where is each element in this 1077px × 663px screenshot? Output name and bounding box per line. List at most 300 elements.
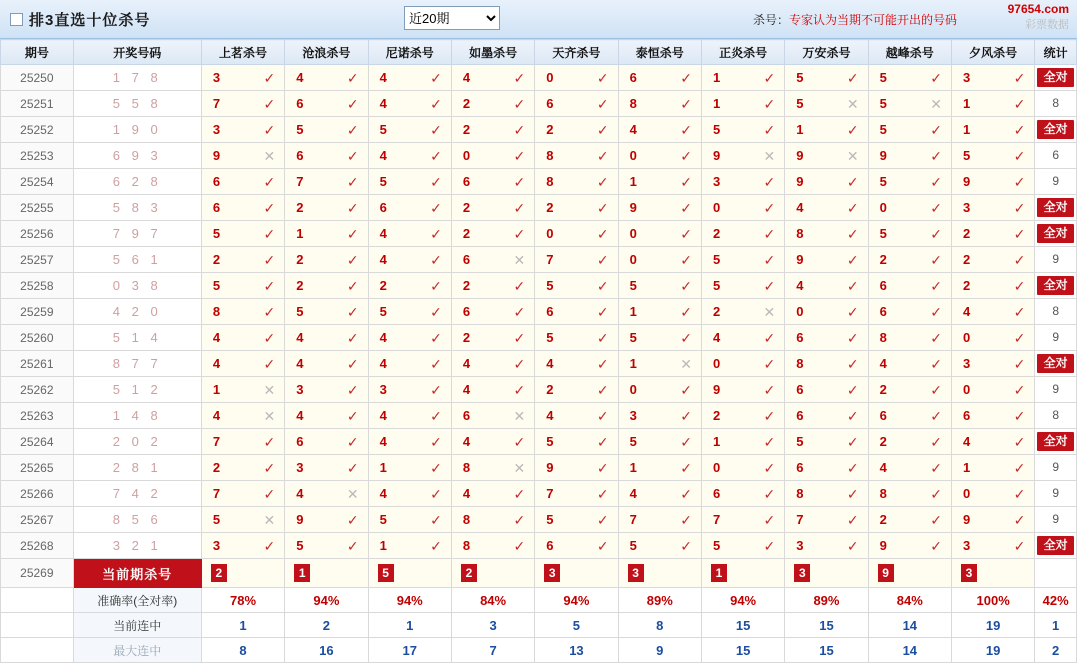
kill-cell-8 [868, 533, 951, 559]
max-streak-value-8: 14 [868, 638, 951, 663]
kill-number: 0 [629, 148, 637, 163]
current-kill-number: 2 [461, 564, 477, 582]
kill-number: 5 [546, 278, 554, 293]
kill-number: 3 [212, 70, 221, 85]
kill-cell-0 [201, 481, 284, 507]
current-streak-value-5: 8 [618, 613, 701, 638]
kill-cell-4 [535, 299, 618, 325]
kill-number: 5 [879, 174, 887, 189]
stat-value: 9 [1052, 174, 1059, 188]
check-icon: ✓ [596, 329, 609, 346]
accuracy-row [1, 588, 1077, 613]
current-kill-cell-8 [868, 559, 951, 588]
kill-number: 2 [379, 278, 387, 293]
check-icon: ✓ [846, 537, 859, 554]
kill-number: 6 [546, 96, 554, 111]
kill-cell-2 [368, 481, 451, 507]
cross-icon: ✕ [846, 147, 859, 164]
current-kill-cell-0 [201, 559, 284, 588]
kill-number: 3 [296, 382, 304, 397]
cross-icon: ✕ [263, 407, 276, 424]
table-row [1, 65, 1077, 91]
kill-cell-0 [201, 169, 284, 195]
stat-cell [1035, 403, 1077, 429]
check-icon: ✓ [1013, 147, 1026, 164]
max-streak-value-2: 17 [368, 638, 451, 663]
kill-cell-8 [868, 403, 951, 429]
check-icon: ✓ [846, 173, 859, 190]
kill-number: 4 [212, 330, 221, 345]
kill-cell-8 [868, 273, 951, 299]
max-streak-value-6: 15 [701, 638, 784, 663]
check-icon: ✓ [930, 459, 942, 476]
current-streak-value-3: 3 [451, 613, 534, 638]
stat-cell [1035, 377, 1077, 403]
cross-icon: ✕ [763, 303, 776, 320]
kill-cell-0 [201, 65, 284, 91]
kill-number: 2 [462, 200, 471, 215]
current-streak-value-6: 15 [701, 613, 784, 638]
check-icon: ✓ [846, 199, 859, 216]
stat-cell [1035, 351, 1077, 377]
stat-value: 9 [1052, 382, 1059, 396]
kill-cell-2 [368, 247, 451, 273]
kill-cell-3 [451, 91, 534, 117]
max-streak-value-1: 16 [285, 638, 368, 663]
kill-number: 6 [296, 148, 304, 163]
current-kill-number: 1 [294, 564, 310, 582]
kill-number: 5 [546, 512, 554, 527]
kill-number: 6 [546, 304, 554, 319]
table-body [1, 65, 1077, 663]
current-kill-cell-2 [368, 559, 451, 588]
kill-number: 6 [212, 200, 221, 215]
kill-number: 6 [546, 538, 554, 553]
check-icon: ✓ [430, 511, 442, 528]
status-badge: 全对 [1037, 354, 1074, 373]
kill-number: 9 [546, 460, 554, 475]
check-icon: ✓ [680, 459, 692, 476]
kill-number: 7 [212, 434, 221, 449]
kill-cell-7 [785, 533, 868, 559]
check-icon: ✓ [263, 355, 276, 372]
check-icon: ✓ [346, 459, 359, 476]
accuracy-value-9: 100% [951, 588, 1034, 613]
check-icon: ✓ [763, 407, 776, 424]
kill-number: 9 [796, 252, 804, 267]
stat-cell [1035, 143, 1077, 169]
kill-cell-7 [785, 195, 868, 221]
check-icon: ✓ [346, 95, 359, 112]
kill-cell-5 [618, 91, 701, 117]
brand [1008, 2, 1069, 32]
issue-cell: 25263 [1, 403, 74, 429]
stat-value: 6 [1052, 148, 1059, 162]
check-icon: ✓ [513, 69, 526, 86]
kill-cell-4 [535, 481, 618, 507]
check-icon: ✓ [680, 69, 692, 86]
check-icon: ✓ [596, 459, 609, 476]
kill-number: 6 [462, 174, 471, 189]
check-icon: ✓ [596, 225, 609, 242]
kill-number: 8 [546, 174, 554, 189]
check-icon: ✓ [930, 485, 942, 502]
kill-number: 2 [879, 382, 887, 397]
check-icon: ✓ [430, 355, 442, 372]
kill-cell-9 [951, 117, 1034, 143]
stat-cell [1035, 65, 1077, 91]
check-icon: ✓ [846, 225, 859, 242]
kill-cell-9 [951, 221, 1034, 247]
current-issue-cell: 25269 [1, 559, 74, 588]
draw-number-cell: 5 8 3 [73, 195, 201, 221]
kill-cell-8 [868, 299, 951, 325]
kill-cell-9 [951, 169, 1034, 195]
page-title: 排3直选十位杀号 [29, 11, 151, 29]
kill-number: 4 [379, 330, 387, 345]
kill-number: 5 [379, 512, 387, 527]
check-icon: ✓ [1013, 329, 1026, 346]
kill-cell-5 [618, 221, 701, 247]
check-icon: ✓ [1013, 459, 1026, 476]
kill-number-table [0, 39, 1077, 663]
kill-cell-6 [701, 507, 784, 533]
issue-cell: 25267 [1, 507, 74, 533]
kill-number: 1 [962, 96, 971, 111]
check-icon: ✓ [680, 225, 692, 242]
kill-cell-4 [535, 221, 618, 247]
check-icon: ✓ [430, 95, 442, 112]
kill-number: 2 [879, 252, 887, 267]
kill-number: 3 [962, 356, 971, 371]
kill-number: 9 [962, 174, 971, 189]
current-kill-cell-5 [618, 559, 701, 588]
kill-cell-8 [868, 195, 951, 221]
max-streak-value-9: 19 [951, 638, 1034, 663]
kill-number: 9 [712, 148, 721, 163]
kill-cell-1 [285, 507, 368, 533]
check-icon: ✓ [763, 95, 776, 112]
kill-cell-3 [451, 195, 534, 221]
draw-number-cell: 5 6 1 [73, 247, 201, 273]
check-icon: ✓ [930, 381, 942, 398]
check-icon: ✓ [763, 537, 776, 554]
kill-number: 5 [879, 122, 887, 137]
status-badge: 全对 [1037, 198, 1074, 217]
check-icon: ✓ [346, 433, 359, 450]
kill-cell-9 [951, 325, 1034, 351]
column-header-5: 如墨杀号 [451, 40, 534, 65]
kill-number: 6 [462, 304, 471, 319]
cross-icon: ✕ [513, 407, 526, 424]
kill-cell-6 [701, 351, 784, 377]
current-label-cell: 当前期杀号 [73, 559, 201, 588]
current-stat-cell [1035, 559, 1077, 588]
kill-number: 7 [629, 512, 637, 527]
current-period-row [1, 559, 1077, 588]
kill-number: 4 [212, 408, 221, 423]
kill-number: 4 [296, 486, 304, 501]
kill-number: 1 [796, 122, 804, 137]
draw-number-cell: 4 2 0 [73, 299, 201, 325]
check-icon: ✓ [430, 433, 442, 450]
check-icon: ✓ [346, 251, 359, 268]
kill-number: 2 [962, 278, 971, 293]
kill-cell-5 [618, 533, 701, 559]
kill-number: 4 [379, 226, 387, 241]
kill-number: 6 [296, 434, 304, 449]
draw-number-cell: 1 7 8 [73, 65, 201, 91]
column-header-6: 天齐杀号 [535, 40, 618, 65]
table-row [1, 91, 1077, 117]
accuracy-value-6: 94% [701, 588, 784, 613]
kill-number: 5 [379, 304, 387, 319]
kill-cell-8 [868, 507, 951, 533]
check-icon: ✓ [930, 433, 942, 450]
kill-cell-4 [535, 507, 618, 533]
kill-cell-1 [285, 221, 368, 247]
check-icon: ✓ [680, 381, 692, 398]
check-icon: ✓ [846, 407, 859, 424]
check-icon: ✓ [430, 381, 442, 398]
check-icon: ✓ [430, 407, 442, 424]
current-kill-number: 3 [628, 564, 644, 582]
period-select-wrap[interactable] [404, 6, 500, 30]
kill-number: 9 [296, 512, 304, 527]
kill-cell-2 [368, 91, 451, 117]
kill-number: 0 [462, 148, 471, 163]
check-icon: ✓ [596, 355, 609, 372]
kill-cell-9 [951, 429, 1034, 455]
kill-note-text: 专家认为当期不可能开出的号码 [788, 13, 957, 27]
kill-number: 1 [629, 174, 637, 189]
kill-cell-0 [201, 455, 284, 481]
checkbox-icon[interactable] [10, 13, 23, 26]
current-streak-value-2: 1 [368, 613, 451, 638]
stat-value: 9 [1052, 460, 1059, 474]
kill-cell-1 [285, 325, 368, 351]
kill-number: 4 [379, 148, 387, 163]
kill-number: 5 [629, 538, 637, 553]
table-row [1, 377, 1077, 403]
kill-number: 7 [296, 174, 304, 189]
kill-number: 4 [379, 486, 387, 501]
stat-cell [1035, 221, 1077, 247]
kill-cell-9 [951, 273, 1034, 299]
kill-cell-7 [785, 403, 868, 429]
check-icon: ✓ [513, 329, 526, 346]
check-icon: ✓ [846, 303, 859, 320]
kill-cell-0 [201, 91, 284, 117]
current-streak-row [1, 613, 1077, 638]
check-icon: ✓ [430, 303, 442, 320]
check-icon: ✓ [596, 199, 609, 216]
check-icon: ✓ [930, 537, 942, 554]
check-icon: ✓ [430, 459, 442, 476]
kill-cell-6 [701, 195, 784, 221]
kill-cell-2 [368, 533, 451, 559]
check-icon: ✓ [763, 69, 776, 86]
kill-number: 6 [796, 330, 804, 345]
check-icon: ✓ [596, 173, 609, 190]
kill-cell-2 [368, 195, 451, 221]
kill-cell-4 [535, 377, 618, 403]
kill-number: 4 [629, 486, 637, 501]
check-icon: ✓ [263, 459, 276, 476]
kill-number: 2 [712, 408, 721, 423]
check-icon: ✓ [846, 433, 859, 450]
table-row [1, 247, 1077, 273]
kill-cell-7 [785, 455, 868, 481]
stat-cell [1035, 481, 1077, 507]
kill-cell-2 [368, 143, 451, 169]
kill-cell-9 [951, 507, 1034, 533]
check-icon: ✓ [763, 225, 776, 242]
check-icon: ✓ [430, 277, 442, 294]
kill-number: 5 [296, 122, 304, 137]
kill-cell-6 [701, 117, 784, 143]
kill-number: 5 [546, 434, 554, 449]
current-kill-number: 1 [711, 564, 727, 582]
check-icon: ✓ [680, 511, 692, 528]
kill-cell-4 [535, 65, 618, 91]
kill-cell-5 [618, 247, 701, 273]
kill-number: 2 [962, 226, 971, 241]
max-streak-row [1, 638, 1077, 663]
check-icon: ✓ [513, 485, 526, 502]
check-icon: ✓ [263, 121, 276, 138]
cross-icon: ✕ [930, 95, 942, 112]
kill-number: 3 [962, 200, 971, 215]
kill-cell-4 [535, 325, 618, 351]
kill-cell-3 [451, 507, 534, 533]
kill-number: 2 [879, 434, 887, 449]
kill-number: 2 [462, 330, 471, 345]
kill-cell-3 [451, 143, 534, 169]
kill-number: 5 [212, 278, 221, 293]
kill-cell-3 [451, 481, 534, 507]
check-icon: ✓ [763, 121, 776, 138]
check-icon: ✓ [596, 251, 609, 268]
kill-note [753, 11, 957, 28]
check-icon: ✓ [263, 433, 276, 450]
kill-number: 2 [462, 96, 471, 111]
kill-number: 8 [462, 538, 471, 553]
table-row [1, 299, 1077, 325]
check-icon: ✓ [846, 355, 859, 372]
kill-cell-9 [951, 91, 1034, 117]
kill-number: 0 [629, 252, 637, 267]
kill-number: 1 [212, 382, 221, 397]
kill-cell-6 [701, 455, 784, 481]
kill-number: 7 [546, 486, 554, 501]
issue-cell: 25251 [1, 91, 74, 117]
kill-number: 2 [212, 252, 221, 267]
kill-number: 1 [379, 538, 387, 553]
kill-cell-8 [868, 169, 951, 195]
accuracy-value-0: 78% [201, 588, 284, 613]
check-icon: ✓ [1013, 173, 1026, 190]
draw-number-cell: 0 3 8 [73, 273, 201, 299]
kill-number: 8 [629, 96, 637, 111]
issue-cell: 25261 [1, 351, 74, 377]
check-icon: ✓ [596, 537, 609, 554]
period-select[interactable] [404, 6, 500, 30]
kill-number: 6 [962, 408, 971, 423]
table-row [1, 403, 1077, 429]
kill-cell-4 [535, 455, 618, 481]
stat-cell [1035, 299, 1077, 325]
check-icon: ✓ [930, 251, 942, 268]
kill-cell-9 [951, 195, 1034, 221]
current-streak-value-1: 2 [285, 613, 368, 638]
check-icon: ✓ [930, 225, 942, 242]
kill-cell-8 [868, 351, 951, 377]
kill-number: 1 [629, 356, 637, 371]
kill-cell-5 [618, 429, 701, 455]
kill-cell-1 [285, 143, 368, 169]
kill-number: 5 [962, 148, 971, 163]
kill-number: 0 [796, 304, 804, 319]
kill-number: 4 [296, 356, 304, 371]
kill-cell-9 [951, 65, 1034, 91]
kill-number: 9 [629, 200, 637, 215]
kill-cell-9 [951, 481, 1034, 507]
kill-number: 5 [712, 538, 721, 553]
draw-number-cell: 3 2 1 [73, 533, 201, 559]
kill-cell-5 [618, 65, 701, 91]
kill-cell-3 [451, 455, 534, 481]
cross-icon: ✕ [763, 147, 776, 164]
kill-number: 5 [212, 226, 221, 241]
kill-number: 4 [546, 408, 554, 423]
kill-cell-9 [951, 533, 1034, 559]
kill-cell-7 [785, 143, 868, 169]
check-icon: ✓ [513, 303, 526, 320]
kill-cell-0 [201, 143, 284, 169]
kill-number: 0 [962, 382, 971, 397]
check-icon: ✓ [346, 511, 359, 528]
kill-number: 1 [629, 304, 637, 319]
kill-number: 4 [796, 278, 804, 293]
check-icon: ✓ [346, 381, 359, 398]
stat-value: 9 [1052, 486, 1059, 500]
kill-cell-7 [785, 117, 868, 143]
check-icon: ✓ [596, 277, 609, 294]
check-icon: ✓ [346, 329, 359, 346]
kill-number: 2 [962, 252, 971, 267]
check-icon: ✓ [346, 303, 359, 320]
max-streak-spacer [1, 638, 74, 663]
kill-number: 3 [629, 408, 637, 423]
kill-cell-7 [785, 221, 868, 247]
kill-cell-6 [701, 325, 784, 351]
cross-icon: ✕ [680, 355, 692, 372]
kill-cell-2 [368, 299, 451, 325]
kill-cell-4 [535, 117, 618, 143]
issue-cell: 25258 [1, 273, 74, 299]
check-icon: ✓ [263, 329, 276, 346]
kill-cell-9 [951, 247, 1034, 273]
check-icon: ✓ [346, 225, 359, 242]
issue-cell: 25252 [1, 117, 74, 143]
kill-number: 8 [796, 226, 804, 241]
kill-cell-0 [201, 507, 284, 533]
max-streak-total: 2 [1035, 638, 1077, 663]
check-icon: ✓ [763, 199, 776, 216]
kill-number: 4 [212, 356, 221, 371]
status-badge: 全对 [1037, 224, 1074, 243]
